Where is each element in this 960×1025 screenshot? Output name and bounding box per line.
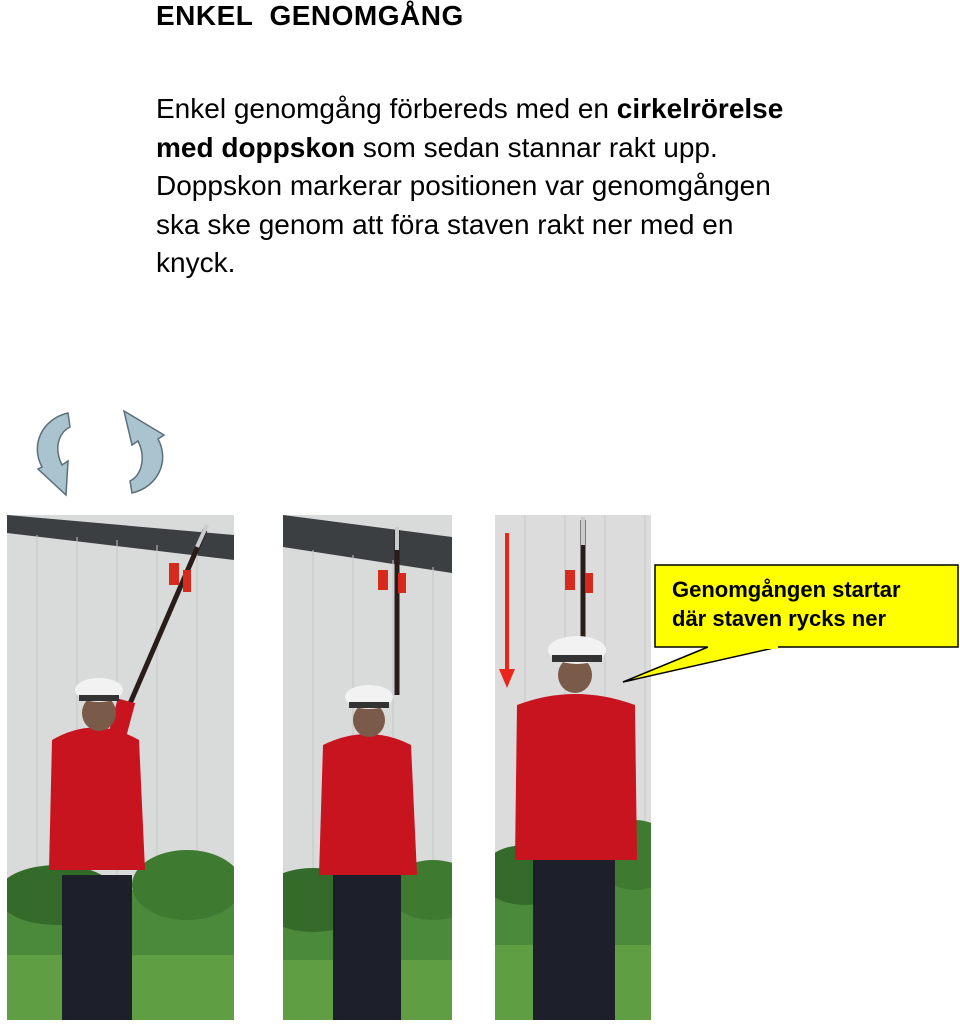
callout-line-2: där staven rycks ner — [672, 606, 887, 631]
description-paragraph — [156, 90, 796, 283]
paragraph-bold-text: cirkelrörelse med doppskon — [156, 93, 784, 163]
circular-motion-icon — [24, 405, 174, 505]
paragraph-text-1: Enkel genomgång förbereds med en — [156, 93, 617, 124]
paragraph-text-2: som sedan stannar rakt upp. Doppskon markerar positionen var genomgången ska ske genom att föra staven rakt ner med en knyck. — [156, 131, 771, 278]
photo-staff-upright — [283, 515, 452, 1020]
down-arrow-icon — [496, 533, 518, 688]
page-title: ENKEL GENOMGÅNG — [156, 0, 464, 31]
callout-text — [672, 575, 952, 633]
curved-arrow-left-icon — [37, 413, 70, 495]
callout-line-1: Genomgången startar — [672, 577, 901, 602]
curved-arrow-right-icon — [124, 411, 164, 493]
photo-staff-tilted — [7, 515, 234, 1020]
